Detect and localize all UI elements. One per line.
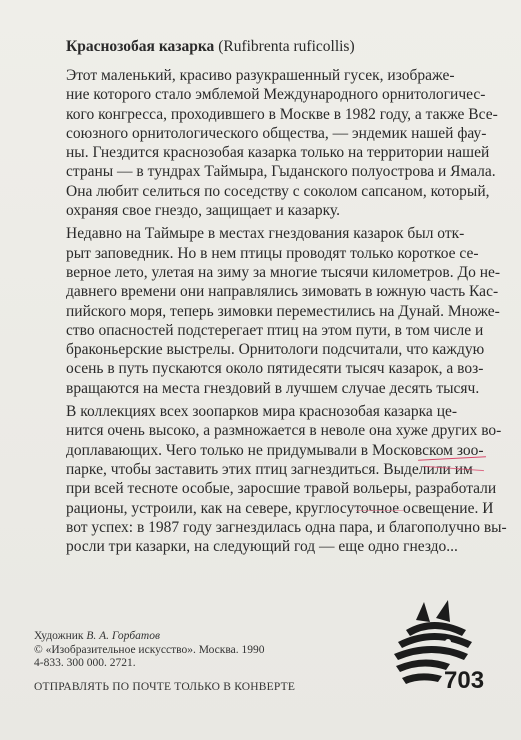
text-line: верное лето, улетая на зиму за многие тысячи километров. До не- — [66, 263, 501, 281]
zebra-head-icon — [388, 600, 488, 695]
pen-mark — [356, 510, 404, 511]
publisher-info — [34, 630, 265, 671]
text-line: ны. Гнездится краснозобая казарка только на территории нашей — [66, 144, 490, 162]
text-line: страны — в тундрах Таймыра, Гыданского полуострова и Ямала. — [66, 163, 496, 181]
text-line: ство опасностей подстерегает птиц на этом пути, в том числе и — [66, 321, 484, 339]
text-line: Недавно на Таймыре в местах гнездования казарок был отк- — [66, 225, 465, 243]
text-line: росли три казарки, на следующий год — еще одно гнездо... — [66, 538, 458, 556]
article-title — [66, 38, 355, 56]
text-line: ние которого стало эмблемой Международного орнитологичес- — [66, 86, 486, 104]
title-latin: (Rufibrenta ruficollis) — [214, 38, 355, 55]
paragraph-1 — [66, 66, 498, 220]
paragraph-2 — [66, 224, 501, 398]
text-line: браконьерские выстрелы. Орнитологи подсчитали, что каждую — [66, 341, 485, 359]
mailing-notice: ОТПРАВЛЯТЬ ПО ПОЧТЕ ТОЛЬКО В КОНВЕРТЕ — [34, 681, 296, 693]
article-body — [66, 66, 507, 560]
artist-name: В. А. Горбатов — [86, 630, 160, 642]
text-line: вращаются на места гнездовий в лучшем случае десять тысяч. — [66, 379, 480, 397]
artist-credit: Художник В. А. Горбатов — [34, 630, 160, 642]
text-line: В коллекциях всех зоопарков мира краснозобая казарка це- — [66, 403, 458, 421]
text-line: осень в путь пускаются около пятидесяти тысяч казарок, а воз- — [66, 360, 484, 378]
text-line: Она любит селиться по соседству с соколом сапсаном, который, — [66, 182, 490, 200]
text-line: давнего времени они направлялись зимовать в южную часть Кас- — [66, 283, 499, 301]
paragraph-3 — [66, 402, 507, 556]
text-line: рационы, устроили, как на севере, круглосуточное освещение. И — [66, 499, 494, 517]
text-line: кого конгресса, проходившего в Москве в 1982 году, а также Все- — [66, 105, 498, 123]
text-line: союзного орнитологического общества, — эндемик нашей фау- — [66, 124, 487, 142]
text-line: парке, чтобы заставить этих птиц загнездиться. Выделили им — [66, 460, 473, 478]
text-line: Этот маленький, красиво разукрашенный гусек, изображе- — [66, 67, 455, 84]
text-line: при всей тесноте особые, заросшие травой вольеры, разработали — [66, 480, 497, 498]
text-line: охраняя свое гнездо, защищает и казарку. — [66, 202, 340, 220]
text-line: пийского моря, теперь зимовки переместились на Дунай. Множе- — [66, 302, 500, 320]
print-code: 4-833. 300 000. 2721. — [34, 657, 136, 669]
title-russian: Краснозобая казарка — [66, 38, 215, 55]
text-line: вот успех: в 1987 году загнездилась одна пара, и благополучно вы- — [66, 518, 507, 536]
copyright-line: © «Изобразительное искусство». Москва. 1990 — [34, 643, 265, 656]
text-line: рыт заповедник. Но в нем птицы проводят только короткое се- — [66, 244, 479, 262]
logo-number: 703 — [444, 667, 485, 694]
text-line: доплавающих. Чего только не придумывали в Московском зоо- — [66, 441, 484, 459]
text-line: нится очень высоко, а размножается в неволе она хуже других во- — [66, 422, 502, 440]
